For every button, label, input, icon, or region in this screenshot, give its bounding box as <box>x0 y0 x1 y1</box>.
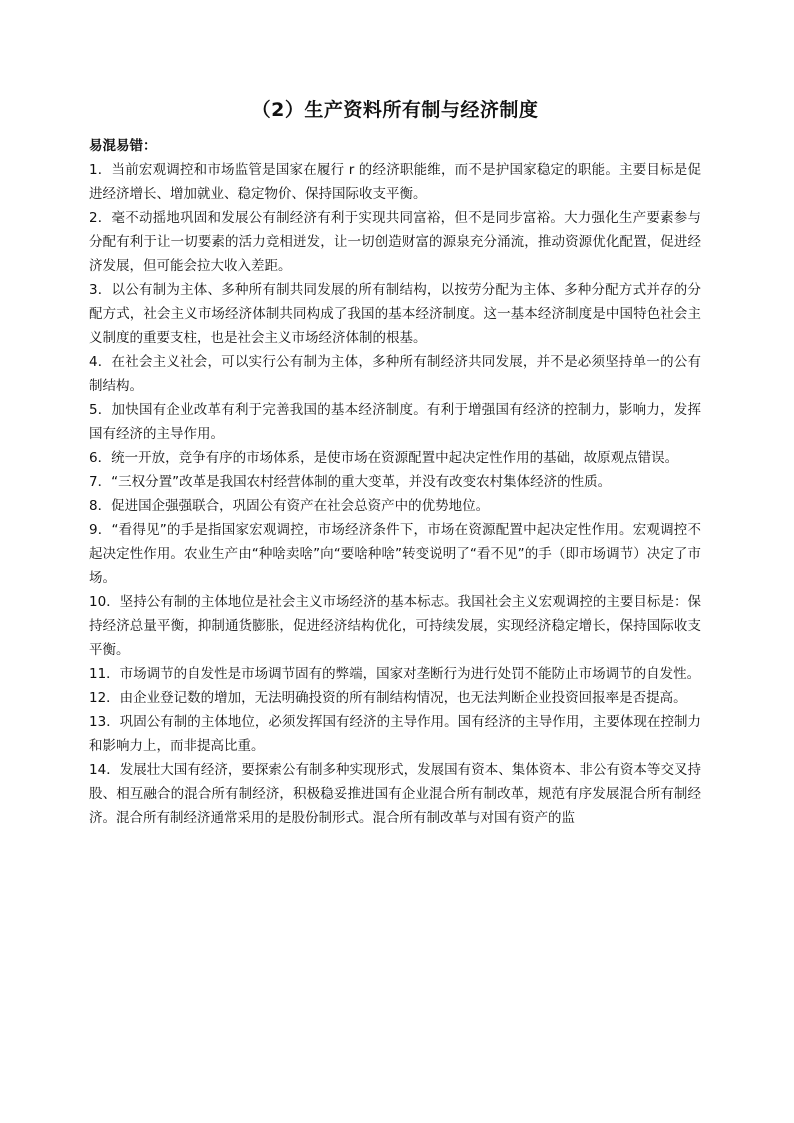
list-item: 12．由企业登记数的增加，无法明确投资的所有制结构情况，也无法判断企业投资回报率是否提高。 <box>89 690 687 706</box>
list-item: 13．巩固公有制的主体地位，必须发挥国有经济的主导作用。国有经济的主导作用，主要体现在控制力和影响力上，而非提高比重。 <box>89 714 701 754</box>
list-item: 4．在社会主义社会，可以实行公有制为主体，多种所有制经济共同发展，并不是必须坚持单一的公有制结构。 <box>89 354 701 394</box>
list-item: 2．毫不动摇地巩固和发展公有制经济有利于实现共同富裕，但不是同步富裕。大力强化生产要素参与分配有利于让一切要素的活力竞相迸发，让一切创造财富的源泉充分涌流，推动资源优化配置，促进经济发展，但可能会拉大收入差距。 <box>89 210 701 274</box>
section-label: 易混易错： <box>89 138 157 154</box>
list-item: 10．坚持公有制的主体地位是社会主义市场经济的基本标志。我国社会主义宏观调控的主要目标是：保持经济总量平衡，抑制通货膨胀，促进经济结构优化，可持续发展，实现经济稳定增长，保持国际收支平衡。 <box>89 594 701 658</box>
document-page <box>89 96 701 830</box>
list-item: 1．当前宏观调控和市场监管是国家在履行 r 的经济职能维，而不是护国家稳定的职能。主要目标是促进经济增长、增加就业、稳定物价、保持国际收支平衡。 <box>89 162 701 202</box>
list-item: 11．市场调节的自发性是市场调节固有的弊端，国家对垄断行为进行处罚不能防止市场调节的自发性。 <box>89 666 701 682</box>
list-item: 6．统一开放，竞争有序的市场体系，是使市场在资源配置中起决定性作用的基础，故原观点错误。 <box>89 450 679 466</box>
list-item: 14．发展壮大国有经济，要探索公有制多种实现形式，发展国有资本、集体资本、非公有资本等交叉持股、相互融合的混合所有制经济，积极稳妥推进国有企业混合所有制改革，规范有序发展混合所有制经济。混合所有制经济通常采用的是股份制形式。混合所有制改革与对国有资产的监 <box>89 762 701 826</box>
page-title: （2）生产资料所有制与经济制度 <box>251 99 539 121</box>
list-item: 7．“三权分置”改革是我国农村经营体制的重大变革，并没有改变农村集体经济的性质。 <box>89 474 612 490</box>
list-item: 5．加快国有企业改革有利于完善我国的基本经济制度。有利于增强国有经济的控制力，影响力，发挥国有经济的主导作用。 <box>89 402 701 442</box>
list-item: 8．促进国企强强联合，巩固公有资产在社会总资产中的优势地位。 <box>89 498 490 514</box>
item-list <box>89 158 701 830</box>
list-item: 9．“看得见”的手是指国家宏观调控，市场经济条件下，市场在资源配置中起决定性作用。宏观调控不起决定性作用。农业生产由“种啥卖啥”向“要啥种啥”转变说明了“看不见”的手（即市场调节）决定了市场。 <box>89 522 701 586</box>
list-item: 3．以公有制为主体、多种所有制共同发展的所有制结构，以按劳分配为主体、多种分配方式并存的分配方式，社会主义市场经济体制共同构成了我国的基本经济制度。这一基本经济制度是中国特色社会主义制度的重要支柱，也是社会主义市场经济体制的根基。 <box>89 282 701 346</box>
